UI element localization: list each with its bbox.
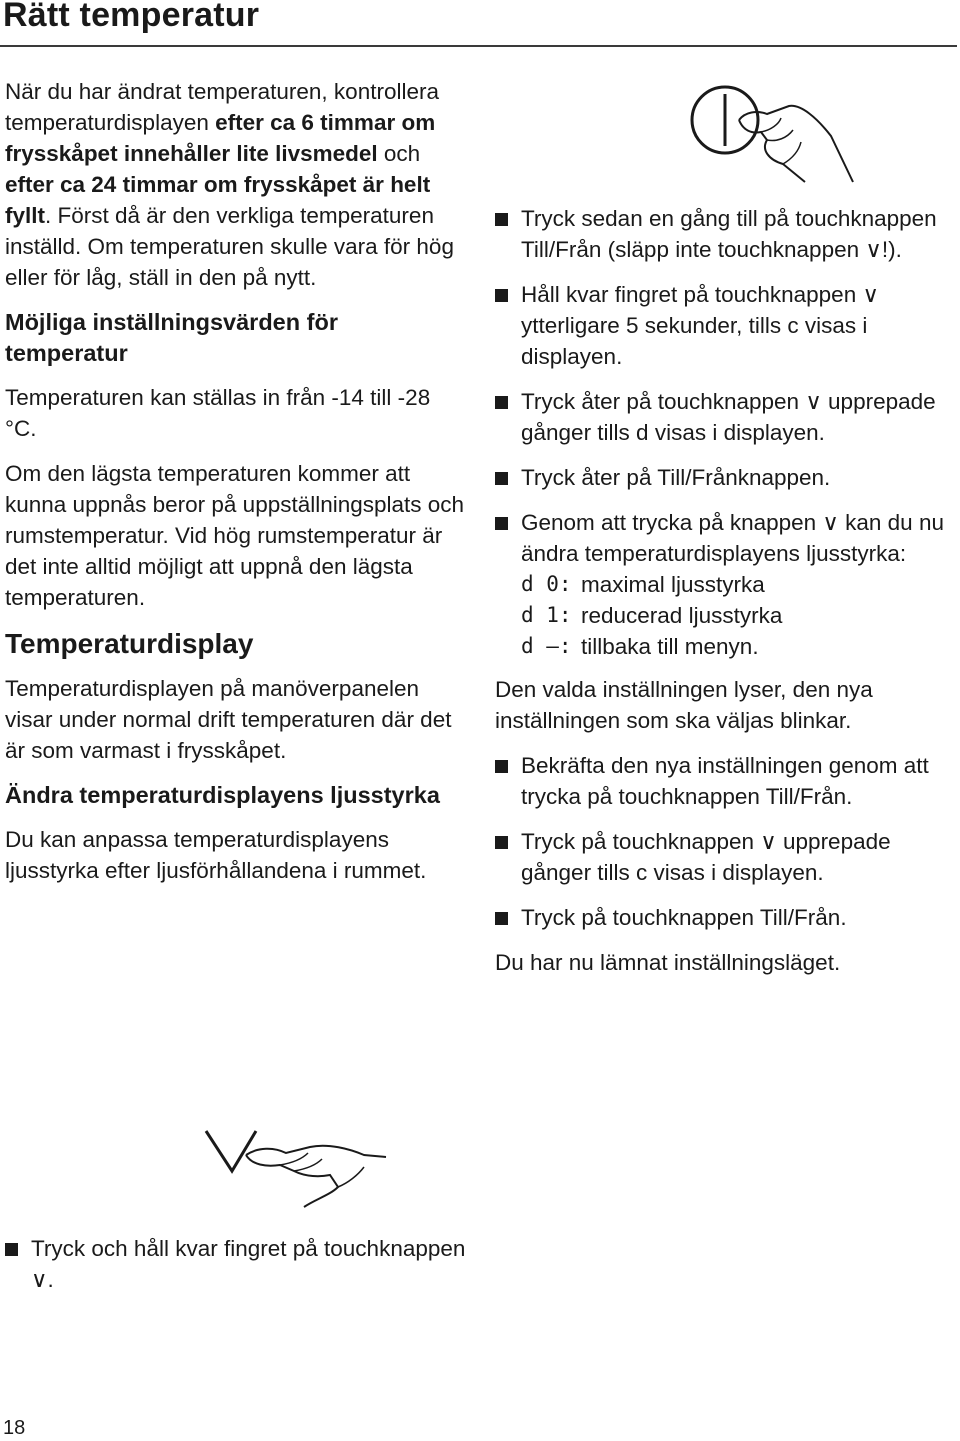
- intro-text-bold-1: efter ca 6 timmar om frysskåpet innehåller lite livsmedel: [5, 110, 436, 166]
- left-column: [5, 76, 467, 886]
- step-text: Genom att trycka på knappen ∨ kan du nu ändra temperaturdisplayens ljusstyrka:: [521, 510, 944, 566]
- list-item: [5, 1233, 475, 1295]
- brightness-option: [521, 631, 950, 662]
- bullet-square-icon: [495, 517, 508, 530]
- step-text: Tryck åter på touchknappen ∨ upprepade gånger tills d visas i displayen.: [521, 389, 936, 445]
- temperature-display-heading: Temperaturdisplay: [5, 628, 254, 659]
- right-column: [495, 203, 950, 978]
- brightness-option: [521, 569, 950, 600]
- display-code: d –:: [521, 634, 572, 658]
- steps-list: [495, 203, 950, 662]
- step-text: Tryck på touchknappen ∨ upprepade gånger tills c visas i displayen.: [521, 829, 891, 885]
- bullet-square-icon: [495, 472, 508, 485]
- intro-text-bold-2: efter ca 24 timmar om frysskåpet är helt fyllt: [5, 172, 431, 228]
- bullet-square-icon: [495, 289, 508, 302]
- list-item: [495, 386, 950, 448]
- intro-paragraph: [5, 76, 467, 293]
- intro-text-2: och: [377, 141, 421, 166]
- step-text: Bekräfta den nya inställningen genom att trycka på touchknappen Till/Från.: [521, 753, 929, 809]
- range-paragraph: Temperaturen kan ställas in från -14 till -28 °C.: [5, 385, 431, 441]
- final-note: Du har nu lämnat inställningsläget.: [495, 950, 841, 975]
- down-chevron-hand-icon: [198, 1125, 388, 1215]
- list-item: [495, 462, 950, 493]
- page-title: Rätt temperatur: [3, 0, 260, 34]
- display-paragraph: Temperaturdisplayen på manöverpanelen visar under normal drift temperaturen där det är som varmast i frysskåpet.: [5, 676, 452, 763]
- display-code: d 0:: [521, 572, 572, 596]
- bullet-square-icon: [495, 213, 508, 226]
- power-button-hand-icon: [685, 78, 855, 188]
- bullet-square-icon: [495, 760, 508, 773]
- step-text: Tryck åter på Till/Frånknappen.: [521, 465, 831, 490]
- bullet-square-icon: [495, 396, 508, 409]
- selected-setting-note: Den valda inställningen lyser, den nya inställningen som ska väljas blinkar.: [495, 677, 873, 733]
- step-text: Håll kvar fingret på touchknappen ∨ ytterligare 5 sekunder, tills c visas i displayen.: [521, 282, 879, 369]
- intro-text-1: När du har ändrat temperaturen, kontrollera temperaturdisplayen: [5, 79, 439, 135]
- display-code: d 1:: [521, 603, 572, 627]
- list-item: [495, 750, 950, 812]
- steps-list-2: [495, 750, 950, 933]
- list-item: [495, 203, 950, 265]
- brightness-heading: Ändra temperaturdisplayens ljusstyrka: [5, 782, 440, 808]
- bottom-step-area: [5, 1233, 475, 1309]
- bottom-steps-list: [5, 1233, 475, 1295]
- brightness-option: [521, 600, 950, 631]
- brightness-paragraph: Du kan anpassa temperaturdisplayens ljusstyrka efter ljusförhållandena i rummet.: [5, 827, 427, 883]
- intro-text-3: . Först då är den verkliga temperaturen inställd. Om temperaturen skulle vara för hög eller för låg, ställ in den på nytt.: [5, 203, 454, 290]
- bullet-square-icon: [495, 836, 508, 849]
- list-item: [495, 507, 950, 662]
- page-number: 18: [3, 1417, 26, 1439]
- list-item: [495, 826, 950, 888]
- step-text: Tryck på touchknappen Till/Från.: [521, 905, 847, 930]
- bullet-square-icon: [5, 1243, 18, 1256]
- option-text: tillbaka till menyn.: [581, 634, 759, 659]
- list-item: [495, 902, 950, 933]
- step-text: Tryck och håll kvar fingret på touchknappen ∨.: [31, 1236, 466, 1292]
- option-text: maximal ljusstyrka: [581, 572, 765, 597]
- option-text: reducerad ljusstyrka: [581, 603, 783, 628]
- step-text: Tryck sedan en gång till på touchknappen Till/Från (släpp inte touchknappen ∨!).: [521, 206, 937, 262]
- lowest-temp-paragraph: Om den lägsta temperaturen kommer att kunna uppnås beror på uppställningsplats och rumstemperatur. Vid hög rumstemperatur är det inte alltid möjligt att uppnå den lägsta temperaturen.: [5, 461, 465, 610]
- possible-values-heading: Möjliga inställningsvärden för temperatur: [5, 309, 338, 366]
- list-item: [495, 279, 950, 372]
- brightness-options: [521, 569, 950, 662]
- bullet-square-icon: [495, 912, 508, 925]
- title-divider: [0, 45, 957, 47]
